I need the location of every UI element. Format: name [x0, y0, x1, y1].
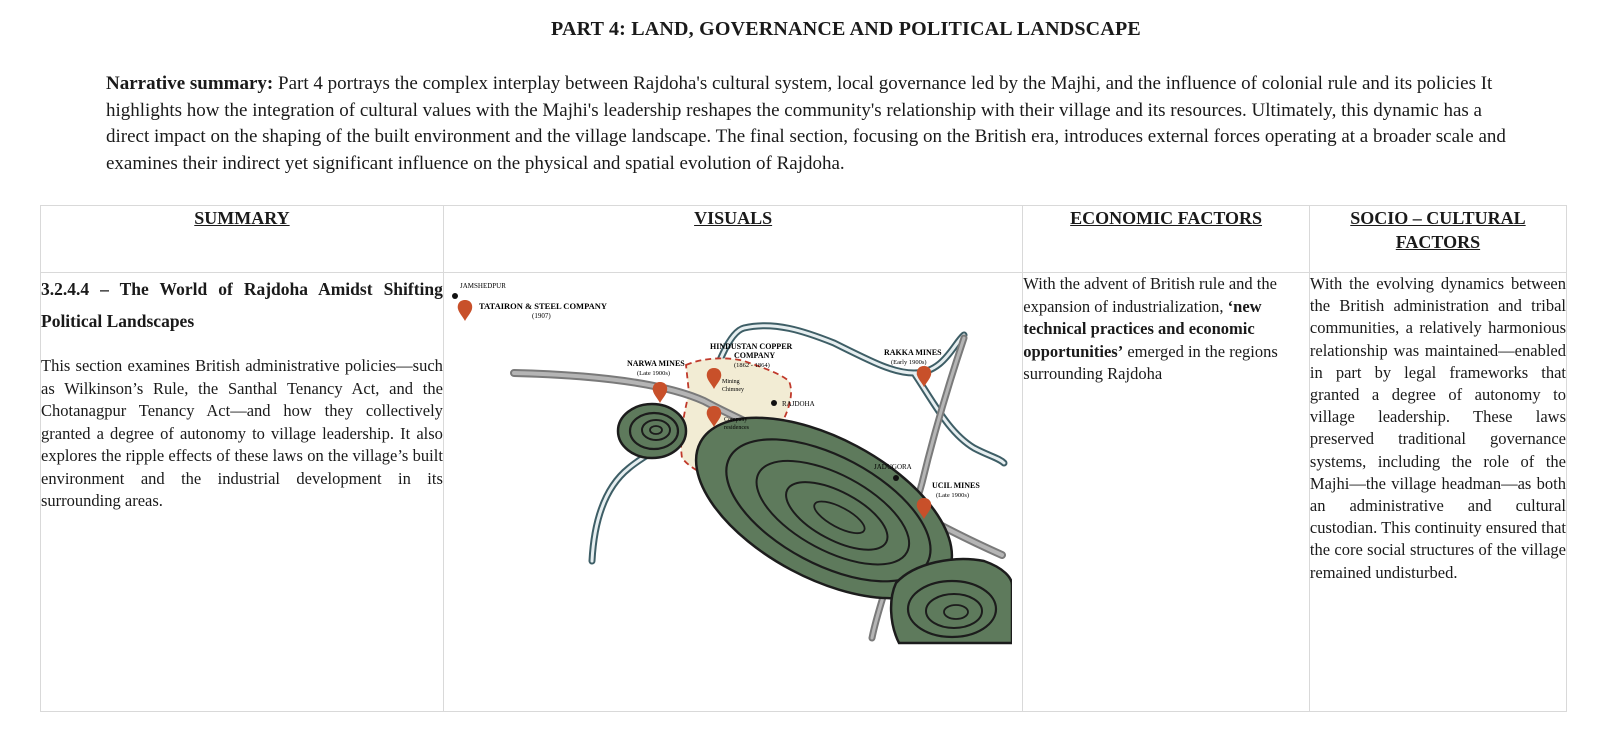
label-rakka-year: (Early 1900s) — [890, 359, 927, 366]
label-chimney-2: Chimney — [721, 387, 744, 393]
header-socio-cultural-factors: SOCIO – CULTURAL FACTORS — [1309, 206, 1566, 273]
label-chimney-1: Mining — [721, 379, 740, 385]
economic-text-bold: ‘new technical practices and economic opportunities’ — [1023, 296, 1262, 361]
summary-cell — [41, 273, 444, 712]
header-summary: SUMMARY — [41, 206, 444, 273]
summary-body: This section examines British administrative policies—such as Wilkinson’s Rule, the Santhal Tenancy Act, and the Chotanagpur Tenancy Act—and how they collectively granted a degree of autonomy to village leadership. It also explores the ripple effects of these laws on the village’s built environment and the industrial development in its surrounding areas. — [41, 356, 443, 510]
visual-cell — [443, 273, 1022, 712]
pin-narwa-icon — [653, 382, 667, 403]
label-jamshedpur: JAMSHEDPUR — [459, 282, 506, 290]
economic-text-2: emerged in the regions surrounding Rajdoha — [1023, 341, 1278, 383]
economic-text-1: With the advent of British rule and the expansion of industrialization, — [1023, 274, 1277, 316]
narrative-text: Part 4 portrays the complex interplay between Rajdoha's cultural system, local governance led by the Majhi, and the influence of colonial rule and its policies It highlights how the integration of cultural values with the Majhi's leadership reshapes the community's relationship with their village and its resources. Ultimately, this dynamic has a direct impact on the shaping of the built environment and the village landscape. The final section, focusing on the British era, introduces external forces operating at a broader scale and examines their indirect yet significant influence on the physical and spatial evolution of Rajdoha. — [106, 73, 1506, 174]
label-rajdoha: RAJDOHA — [781, 400, 815, 408]
label-residence-1: Company — [723, 417, 748, 423]
header-visuals: VISUALS — [443, 206, 1022, 273]
region-map — [444, 273, 1012, 711]
label-jadugora: JADUGORA — [873, 463, 912, 471]
dot-jadugora-icon — [893, 475, 899, 481]
header-economic-factors: ECONOMIC FACTORS — [1023, 206, 1310, 273]
narrative-label: Narrative summary: — [106, 73, 274, 94]
label-tata: TATAIRON & STEEL COMPANY — [478, 301, 607, 311]
content-row — [41, 273, 1567, 712]
label-hindustan-year: (1862 - 1864) — [733, 362, 770, 369]
narrative-summary — [106, 71, 1506, 177]
label-rakka: RAKKA MINES — [883, 348, 942, 357]
economic-factors-cell — [1023, 273, 1310, 712]
label-narwa: NARWA MINES — [626, 359, 685, 368]
pin-tata-icon — [458, 300, 472, 321]
content-table — [40, 205, 1567, 712]
hill-ucil — [891, 559, 1012, 643]
dot-rajdoha-icon — [771, 400, 777, 406]
section-title: 3.2.4.4 – The World of Rajdoha Amidst Shifting Political Landscapes — [41, 279, 443, 331]
label-tata-year: (1907) — [531, 312, 551, 320]
label-residence-2: residences — [723, 425, 749, 431]
label-narwa-year: (Late 1900s) — [636, 370, 670, 377]
header-row — [41, 206, 1567, 273]
label-hindustan: HINDUSTAN COPPER — [709, 342, 793, 351]
label-ucil: UCIL MINES — [931, 481, 980, 490]
socio-cultural-factors-cell: With the evolving dynamics between the British administration and tribal communities, a relatively harmonious relationship was maintained—enabled in part by legal frameworks that granted a degree of autonomy to village leadership. These laws preserved traditional governance systems, including the role of the Majhi—the village headman—as both an administrative and cultural custodian. This continuity ensured that the core social structures of the village remained undisturbed. — [1309, 273, 1566, 712]
label-ucil-year: (Late 1900s) — [935, 492, 969, 499]
label-hindustan-2: COMPANY — [733, 351, 776, 360]
dot-jamshedpur-icon — [452, 293, 458, 299]
hill-narwa — [618, 404, 686, 458]
part-title: PART 4: LAND, GOVERNANCE AND POLITICAL LANDSCAPE — [551, 18, 1141, 40]
